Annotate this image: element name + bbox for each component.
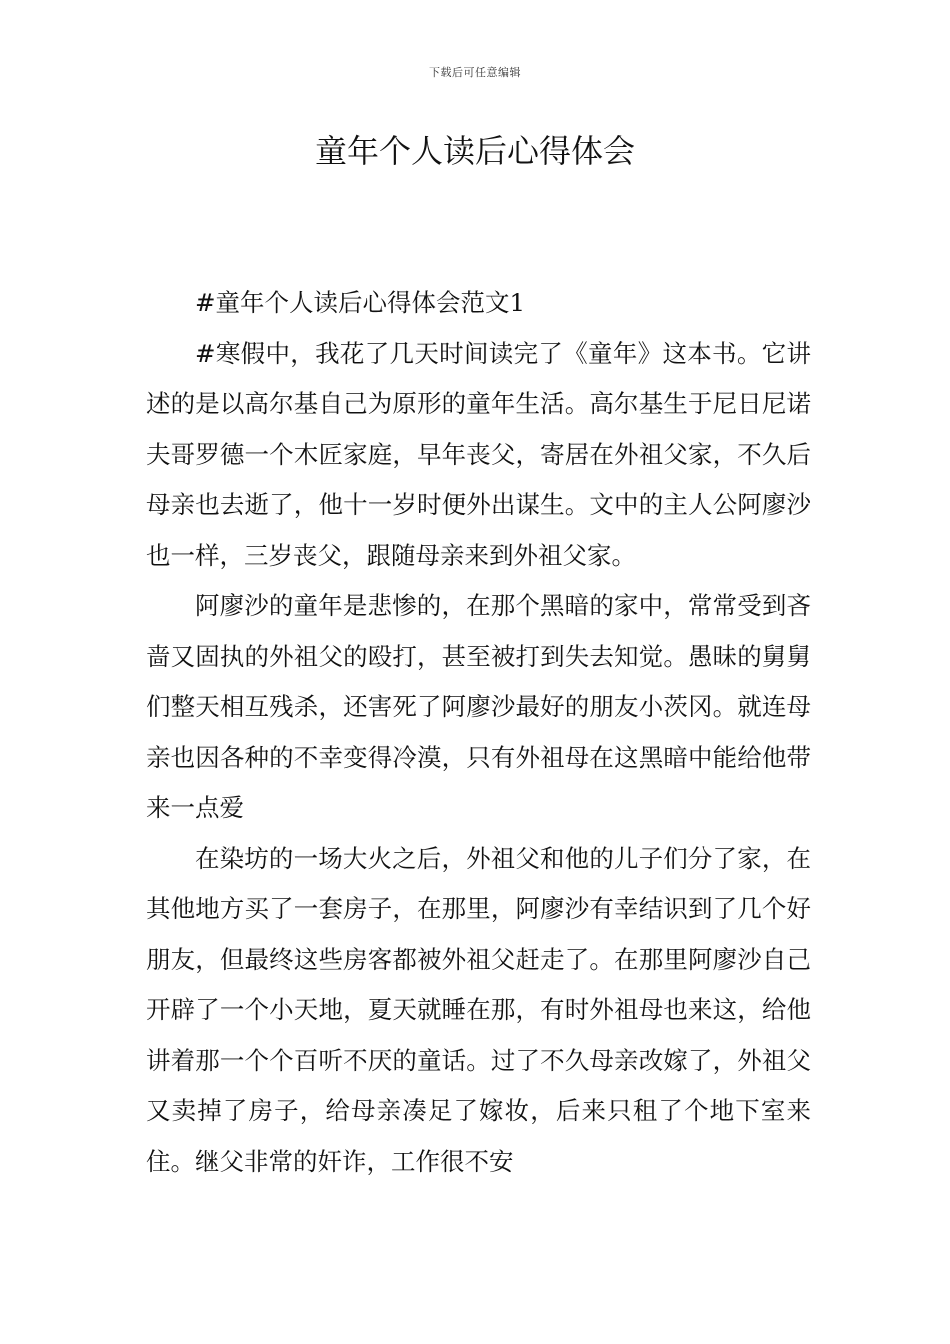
document-body [146, 278, 811, 1187]
paragraph-4: 在染坊的一场大火之后，外祖父和他的儿子们分了家，在其他地方买了一套房子，在那里，阿廖沙有幸结识到了几个好朋友，但最终这些房客都被外祖父赶走了。在那里阿廖沙自己开辟了一个小天地，夏天就睡在那，有时外祖母也来这，给他讲着那一个个百听不厌的童话。过了不久母亲改嫁了，外祖父又卖掉了房子，给母亲凑足了嫁妆，后来只租了个地下室来住。继父非常的奸诈，工作很不安 [146, 843, 811, 1176]
paragraph-3: 阿廖沙的童年是悲惨的，在那个黑暗的家中，常常受到吝啬又固执的外祖父的殴打，甚至被打到失去知觉。愚昧的舅舅们整天相互残杀，还害死了阿廖沙最好的朋友小茨冈。就连母亲也因各种的不幸变得冷漠，只有外祖母在这黑暗中能给他带来一点爱 [146, 591, 811, 822]
paragraph-2: #寒假中，我花了几天时间读完了《童年》这本书。它讲述的是以高尔基自己为原形的童年生活。高尔基生于尼日尼诺夫哥罗德一个木匠家庭，早年丧父，寄居在外祖父家，不久后母亲也去逝了，他十一岁时便外出谋生。文中的主人公阿廖沙也一样，三岁丧父，跟随母亲来到外祖父家。 [146, 338, 811, 570]
paragraph-1: #童年个人读后心得体会范文1 [195, 288, 526, 317]
header-note: 下载后可任意编辑 [429, 66, 521, 79]
document-title: 童年个人读后心得体会 [314, 132, 635, 170]
